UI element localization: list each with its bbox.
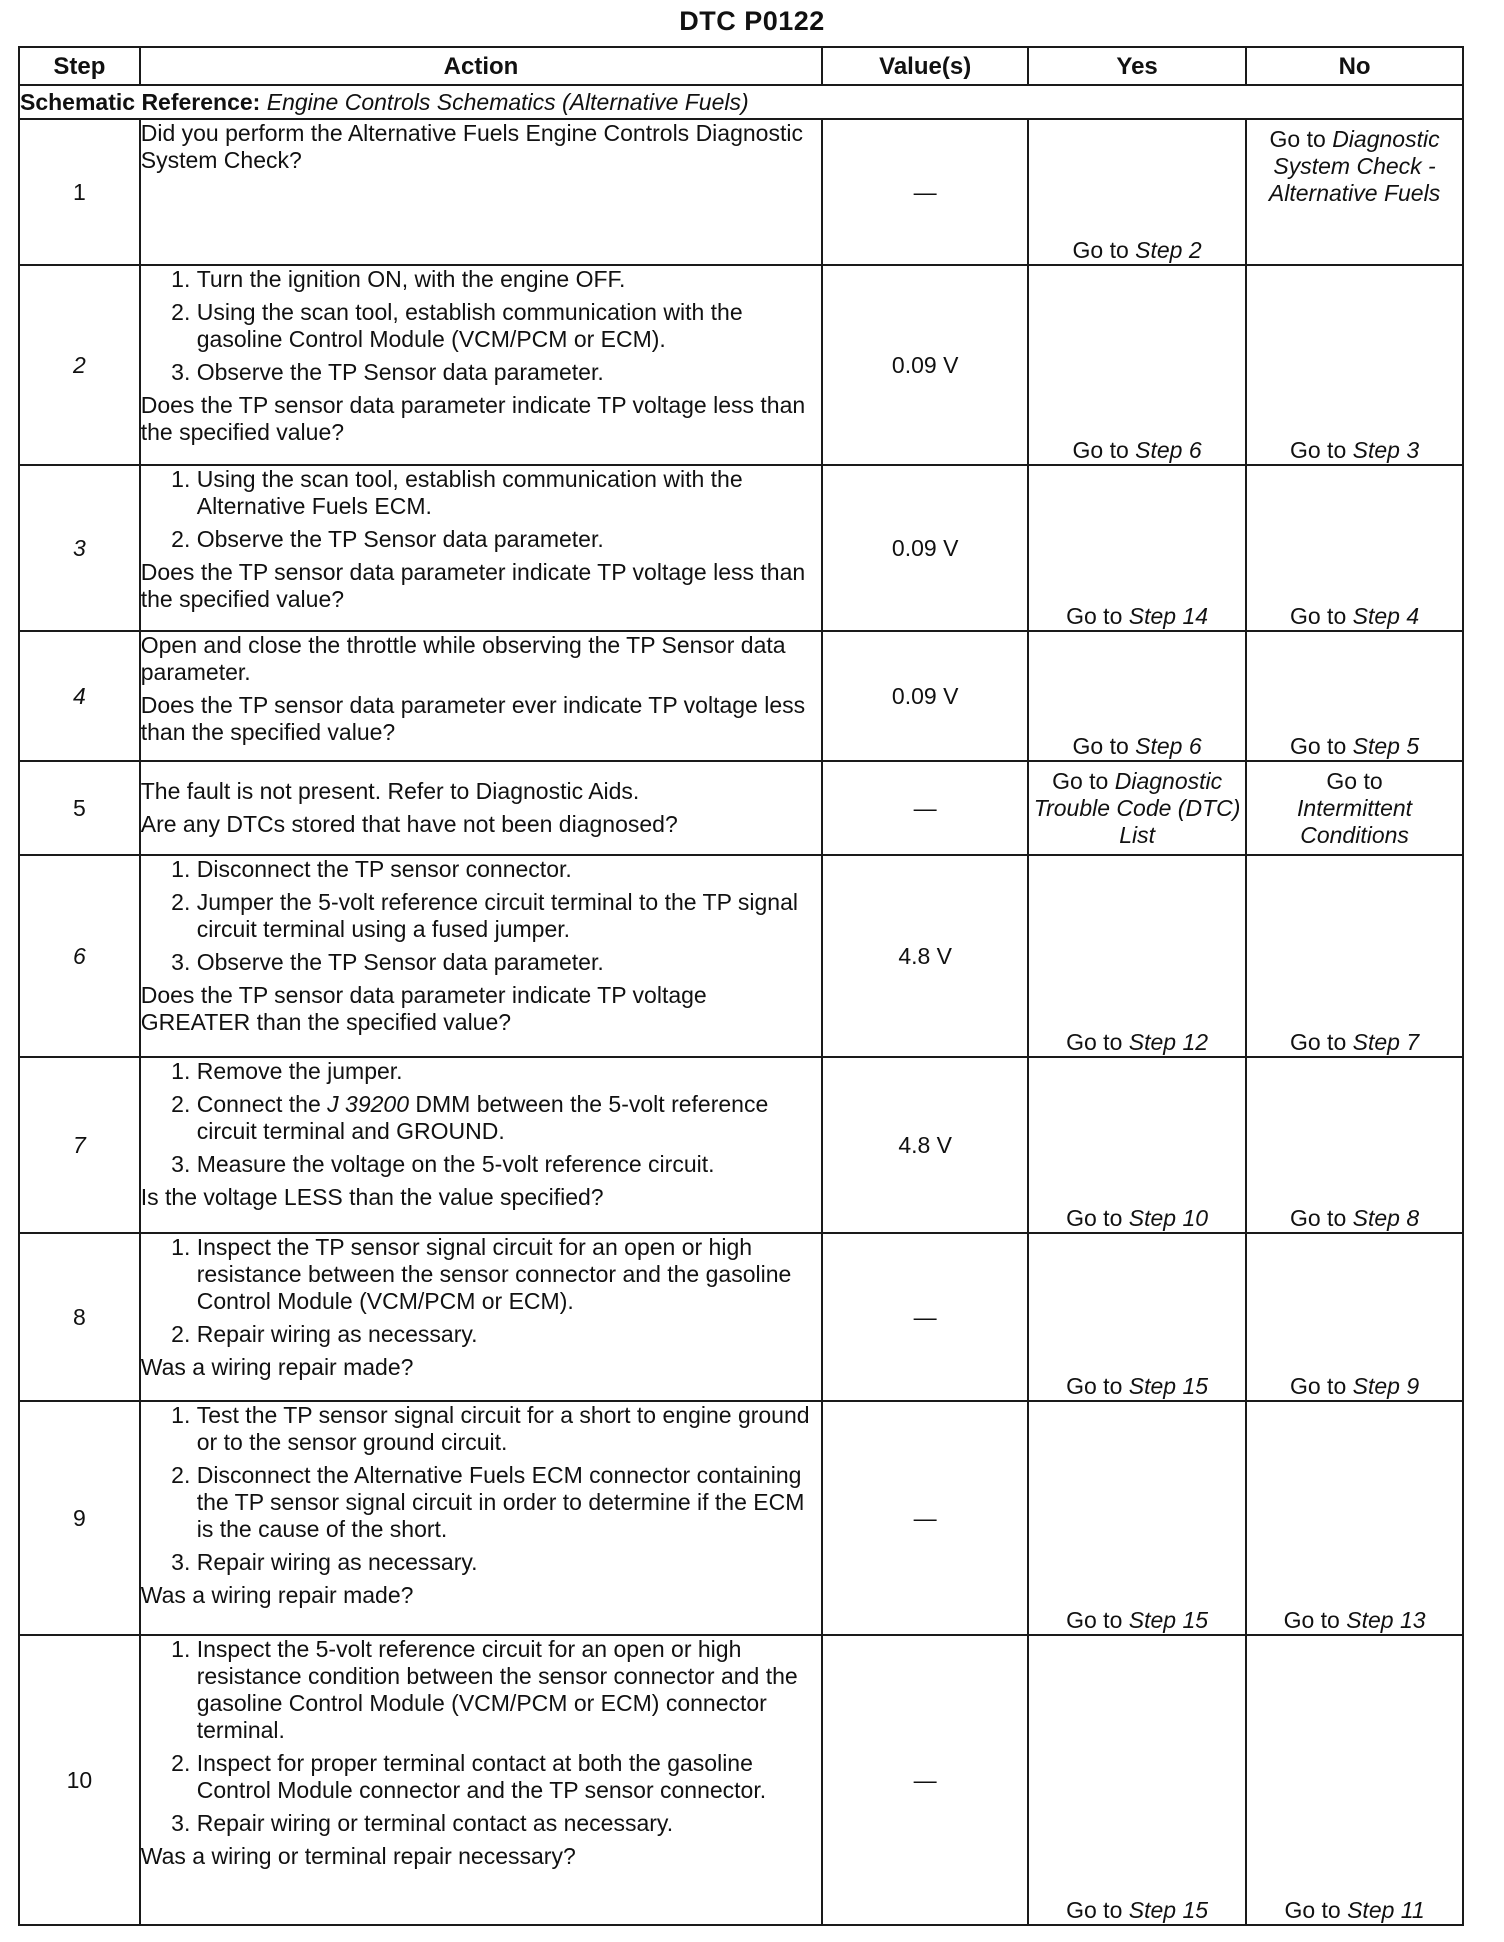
- no-cell: [1246, 265, 1463, 465]
- no-prefix: Go to: [1284, 1897, 1348, 1923]
- yes-cell: [1028, 119, 1246, 265]
- header-row: [19, 47, 1463, 85]
- action-question: Does the TP sensor data parameter indicate TP voltage less than the specified value?: [140, 559, 806, 612]
- value-cell: —: [822, 1401, 1028, 1635]
- yes-cell: [1028, 465, 1246, 631]
- no-target: Step 13: [1346, 1607, 1426, 1633]
- no-prefix: Go to: [1289, 437, 1353, 463]
- no-prefix: Go to: [1289, 1029, 1353, 1055]
- page-title: DTC P0122: [679, 6, 825, 36]
- action-cell: [140, 761, 823, 855]
- action-list: [141, 856, 822, 976]
- action-cell: [140, 1057, 823, 1233]
- yes-cell: [1028, 1057, 1246, 1233]
- yes-target: Step 2: [1135, 237, 1202, 263]
- action-cell: [140, 1635, 823, 1925]
- value-cell: 4.8 V: [822, 855, 1028, 1057]
- table-row: [19, 119, 1463, 265]
- table-row: [19, 761, 1463, 855]
- action-question: Does the TP sensor data parameter ever indicate TP voltage less than the specified value?: [140, 692, 806, 745]
- action-cell: [140, 1401, 823, 1635]
- action-list: [141, 1636, 822, 1837]
- step-number: 2: [19, 265, 140, 465]
- header-step: Step: [19, 47, 140, 85]
- action-list: [141, 1058, 822, 1178]
- yes-cell: [1028, 855, 1246, 1057]
- step-number: 9: [19, 1401, 140, 1635]
- yes-prefix: Go to: [1066, 1205, 1129, 1231]
- yes-cell: [1028, 761, 1246, 855]
- action-list: [141, 466, 822, 553]
- yes-prefix: Go to: [1066, 603, 1129, 629]
- no-cell: [1246, 1057, 1463, 1233]
- yes-prefix: Go to: [1072, 237, 1136, 263]
- schematic-label: Schematic Reference:: [20, 88, 261, 115]
- step-number: 5: [19, 761, 140, 855]
- action-text: The fault is not present. Refer to Diagnostic Aids.: [140, 778, 640, 804]
- list-item: 3. Repair wiring as necessary.: [197, 1549, 822, 1576]
- header-action: Action: [140, 47, 823, 85]
- action-cell: [140, 855, 823, 1057]
- step-number: 8: [19, 1233, 140, 1401]
- action-question: Did you perform the Alternative Fuels Engine Controls Diagnostic System Check?: [140, 120, 803, 173]
- list-item: [197, 1091, 822, 1145]
- yes-target: Step 15: [1128, 1607, 1209, 1633]
- no-cell: [1246, 855, 1463, 1057]
- yes-cell: [1028, 1233, 1246, 1401]
- no-cell: [1246, 465, 1463, 631]
- schematic-reference: [19, 85, 1463, 119]
- action-cell: [140, 465, 823, 631]
- step-number: 4: [19, 631, 140, 761]
- list-item: 2. Using the scan tool, establish communication with the gasoline Control Module (VCM/PCM or ECM).: [197, 299, 822, 353]
- action-question: Was a wiring repair made?: [140, 1582, 414, 1608]
- action-question: Does the TP sensor data parameter indicate TP voltage less than the specified value?: [140, 392, 806, 445]
- yes-cell: [1028, 265, 1246, 465]
- item-text: DMM between the 5-volt reference circuit terminal and GROUND.: [196, 1091, 769, 1144]
- no-target: Step 5: [1352, 733, 1420, 759]
- yes-target: Step 14: [1128, 603, 1209, 629]
- yes-prefix: Go to: [1066, 1607, 1129, 1633]
- yes-target: Step 15: [1128, 1373, 1209, 1399]
- no-target: Step 8: [1352, 1205, 1420, 1231]
- table-row: [19, 1635, 1463, 1925]
- header-no: No: [1246, 47, 1463, 85]
- table-row: [19, 631, 1463, 761]
- action-cell: [140, 265, 823, 465]
- list-item: 3. Observe the TP Sensor data parameter.: [197, 949, 822, 976]
- no-cell: [1246, 761, 1463, 855]
- yes-prefix: Go to: [1072, 733, 1136, 759]
- no-cell: [1246, 119, 1463, 265]
- no-target: Step 3: [1352, 437, 1420, 463]
- no-cell: [1246, 631, 1463, 761]
- table-row: [19, 1401, 1463, 1635]
- value-cell: —: [822, 1233, 1028, 1401]
- yes-target: Step 10: [1128, 1205, 1209, 1231]
- action-list: [141, 1234, 822, 1348]
- value-cell: 0.09 V: [822, 631, 1028, 761]
- header-yes: Yes: [1028, 47, 1246, 85]
- list-item: 1. Remove the jumper.: [197, 1058, 822, 1085]
- list-item: 1. Turn the ignition ON, with the engine OFF.: [197, 266, 822, 293]
- action-question: Does the TP sensor data parameter indicate TP voltage GREATER than the specified value?: [140, 982, 707, 1035]
- no-prefix: Go to: [1289, 1205, 1353, 1231]
- yes-cell: [1028, 631, 1246, 761]
- list-item: 1. Test the TP sensor signal circuit for a short to engine ground or to the sensor ground circuit.: [197, 1402, 822, 1456]
- item-text: Connect the: [196, 1091, 328, 1117]
- yes-prefix: Go to: [1066, 1029, 1129, 1055]
- list-item: 3. Measure the voltage on the 5-volt reference circuit.: [197, 1151, 822, 1178]
- schematic-row: [19, 85, 1463, 119]
- no-target: Intermittent Conditions: [1297, 794, 1413, 848]
- list-item: 3. Observe the TP Sensor data parameter.: [197, 359, 822, 386]
- list-item: 2. Disconnect the Alternative Fuels ECM connector containing the TP sensor signal circuit in order to determine if the ECM is the cause of the short.: [197, 1462, 822, 1543]
- value-cell: —: [822, 761, 1028, 855]
- yes-prefix: Go to: [1072, 437, 1136, 463]
- dtc-table: [18, 46, 1464, 1926]
- yes-target: Diagnostic Trouble Code (DTC) List: [1033, 767, 1241, 848]
- action-text: Open and close the throttle while observing the TP Sensor data parameter.: [140, 632, 786, 685]
- step-number: 7: [19, 1057, 140, 1233]
- no-target: Step 11: [1347, 1897, 1425, 1923]
- step-number: 1: [19, 119, 140, 265]
- action-list: [141, 1402, 822, 1576]
- action-cell: [140, 631, 823, 761]
- table-row: [19, 465, 1463, 631]
- header-values: Value(s): [822, 47, 1028, 85]
- yes-cell: [1028, 1401, 1246, 1635]
- schematic-text: Engine Controls Schematics (Alternative Fuels): [266, 88, 749, 115]
- no-prefix: Go to: [1289, 733, 1353, 759]
- list-item: 2. Inspect for proper terminal contact at both the gasoline Control Module connector and the TP sensor connector.: [197, 1750, 822, 1804]
- list-item: 2. Observe the TP Sensor data parameter.: [197, 526, 822, 553]
- list-item: 2. Repair wiring as necessary.: [197, 1321, 822, 1348]
- list-item: 1. Using the scan tool, establish communication with the Alternative Fuels ECM.: [197, 466, 822, 520]
- no-target: Diagnostic System Check - Alternative Fuels: [1268, 126, 1441, 206]
- no-target: Step 9: [1352, 1373, 1420, 1399]
- no-cell: [1246, 1233, 1463, 1401]
- table-row: [19, 1057, 1463, 1233]
- table-row: [19, 1233, 1463, 1401]
- no-target: Step 7: [1352, 1029, 1420, 1055]
- step-number: 3: [19, 465, 140, 631]
- no-prefix: Go to: [1326, 767, 1383, 794]
- yes-prefix: Go to: [1066, 1897, 1129, 1923]
- step-number: 6: [19, 855, 140, 1057]
- yes-target: Step 6: [1135, 733, 1202, 759]
- table-row: [19, 855, 1463, 1057]
- yes-target: Step 6: [1135, 437, 1202, 463]
- yes-prefix: Go to: [1066, 1373, 1129, 1399]
- action-question: Was a wiring or terminal repair necessary?: [140, 1843, 576, 1869]
- value-cell: 0.09 V: [822, 465, 1028, 631]
- no-prefix: Go to: [1289, 1373, 1353, 1399]
- list-item: 1. Disconnect the TP sensor connector.: [197, 856, 822, 883]
- list-item: 2. Jumper the 5-volt reference circuit terminal to the TP signal circuit terminal using a fused jumper.: [197, 889, 822, 943]
- no-target: Step 4: [1352, 603, 1420, 629]
- action-question: Was a wiring repair made?: [140, 1354, 414, 1380]
- no-prefix: Go to: [1289, 603, 1353, 629]
- action-cell: [140, 119, 823, 265]
- value-cell: —: [822, 1635, 1028, 1925]
- value-cell: 4.8 V: [822, 1057, 1028, 1233]
- value-cell: —: [822, 119, 1028, 265]
- tool-name: J 39200: [327, 1091, 410, 1117]
- action-cell: [140, 1233, 823, 1401]
- no-prefix: Go to: [1269, 126, 1333, 152]
- yes-target: Step 15: [1128, 1897, 1209, 1923]
- step-number: 10: [19, 1635, 140, 1925]
- no-prefix: Go to: [1283, 1607, 1347, 1633]
- yes-target: Step 12: [1128, 1029, 1209, 1055]
- list-item: 3. Repair wiring or terminal contact as necessary.: [197, 1810, 822, 1837]
- no-cell: [1246, 1635, 1463, 1925]
- yes-cell: [1028, 1635, 1246, 1925]
- table-row: [19, 265, 1463, 465]
- action-question: Are any DTCs stored that have not been diagnosed?: [140, 811, 678, 837]
- action-list: [141, 266, 822, 386]
- action-question: Is the voltage LESS than the value specified?: [140, 1184, 604, 1210]
- no-cell: [1246, 1401, 1463, 1635]
- list-item: 1. Inspect the TP sensor signal circuit for an open or high resistance between the sensor connector and the gasoline Control Module (VCM/PCM or ECM).: [197, 1234, 822, 1315]
- yes-prefix: Go to: [1052, 767, 1115, 794]
- list-item: 1. Inspect the 5-volt reference circuit for an open or high resistance condition between the sensor connector and the gasoline Control Module (VCM/PCM or ECM) connector terminal.: [197, 1636, 822, 1744]
- value-cell: 0.09 V: [822, 265, 1028, 465]
